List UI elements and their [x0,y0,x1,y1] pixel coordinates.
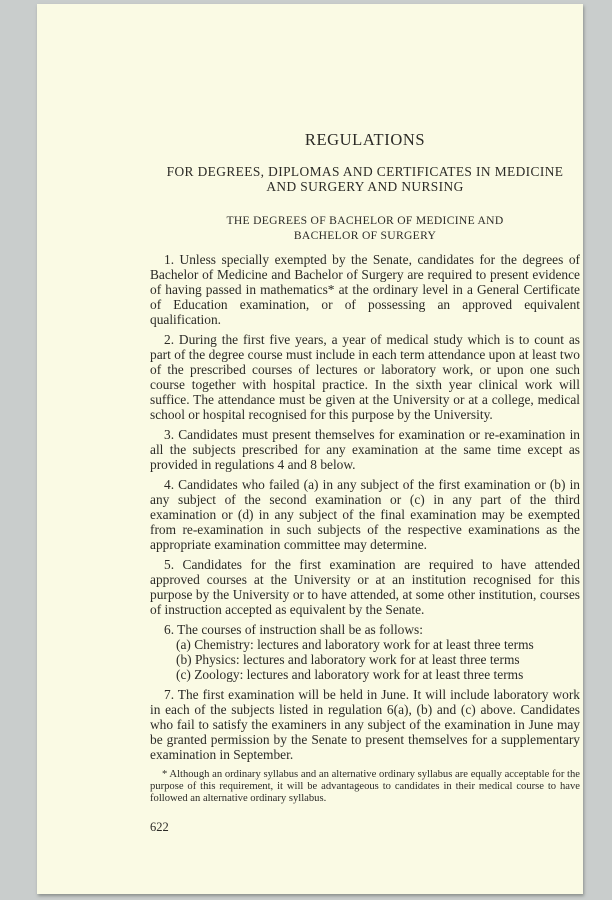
regulation-1: 1. Unless specially exempted by the Senate, candidates for the degrees of Bachelor of Medicine and Bachelor of Surgery are required to present evidence of having passed in mathematics* at the ordinary level in a General Certificate of Education examination, or of possessing an approved equivalent qualification. [150,252,580,327]
regulation-3: 3. Candidates must present themselves for examination or re-examination in all the subjects prescribed for any examination at the same time except as provided in regulations 4 and 8 below. [150,427,580,472]
regulation-6: 6. The courses of instruction shall be as follows: [164,622,423,637]
section-heading-line1: THE DEGREES OF BACHELOR OF MEDICINE AND [226,214,504,227]
page-title: REGULATIONS [304,130,426,149]
regulation-4: 4. Candidates who failed (a) in any subject of the first examination or (b) in any subject of the second examination or (c) in any part of the third examination or (d) in any subject of the final examination may be exempted from re-examination in such subjects of the respective examinations as the appropriate examination committee may determine. [150,477,580,552]
page-subtitle: FOR DEGREES, DIPLOMAS AND CERTIFICATES IN MEDICINE AND SURGERY AND NURSING [166,164,564,194]
courses-list [150,637,580,682]
regulation-7: 7. The first examination will be held in June. It will include laboratory work in each of the subjects listed in regulation 6(a), (b) and (c) above. Candidates who fail to satisfy the examiners in any subject of the examination in June may be granted permission by the Senate to present themselves for a supplementary examination in September. [150,687,580,762]
page-number: 622 [150,820,169,834]
course-item-physics: (b) Physics: lectures and laboratory work for at least three terms [176,652,520,667]
footnote: * Although an ordinary syllabus and an alternative ordinary syllabus are equally acceptable for the purpose of this requirement, it will be advantageous to candidates in their medical course to have followed an alternative ordinary syllabus. [150,769,580,804]
regulation-5: 5. Candidates for the first examination are required to have attended approved courses at the University or at an institution recognised for this purpose by the University or to have attended, at some other institution, courses of instruction accepted as equivalent by the Senate. [150,557,580,617]
regulation-2: 2. During the first five years, a year of medical study which is to count as part of the degree course must include in each term attendance upon at least two of the prescribed courses of lectures or laboratory work, or upon one such course together with hospital practice. In the sixth year clinical work will suffice. The attendance must be given at the University or at a college, medical school or hospital recognised for this purpose by the University. [150,332,580,422]
course-item-zoology: (c) Zoology: lectures and laboratory work for at least three terms [176,667,524,682]
document-page [37,4,583,894]
page-content [150,130,580,835]
section-heading [150,213,580,243]
course-item-chemistry: (a) Chemistry: lectures and laboratory work for at least three terms [176,637,534,652]
section-heading-line2: BACHELOR OF SURGERY [293,229,437,242]
